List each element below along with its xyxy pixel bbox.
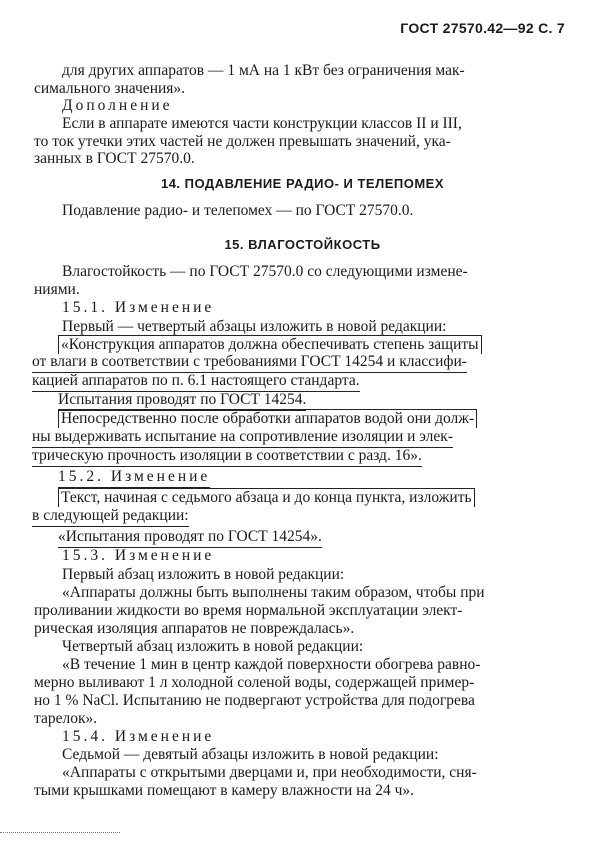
change-label: 15.3. Изменение (62, 547, 215, 564)
change-label: 15.1. Изменение (62, 299, 215, 316)
text-line: но 1 % NaCl. Испытанию не подвергают устройства для подогрева (34, 692, 475, 709)
amended-text-line: от влаги в соответствии с требованиями ГОСТ 14254 и классифи- (32, 353, 467, 373)
section-heading-15: 15. ВЛАГОСТОЙКОСТЬ (224, 237, 381, 252)
amended-text-line: кацией аппаратов по п. 6.1 настоящего стандарта. (32, 372, 360, 392)
amended-text-line: Текст, начиная с седьмого абзаца и до конца пункта, изложить (58, 488, 475, 507)
amended-text-line: Испытания проводят по ГОСТ 14254. (58, 391, 306, 411)
text-line: проливании жидкости во время нормальной эксплуатации элект- (34, 602, 463, 619)
text-line: ниями. (34, 281, 80, 298)
change-label: 15.4. Изменение (62, 728, 215, 745)
amended-text-line: Непосредственно после обработки аппаратов водой они долж- (58, 409, 477, 428)
amended-text-line: в следующей редакции: (32, 507, 189, 527)
text-line: симального значения». (34, 80, 186, 97)
text-line: Первый абзац изложить в новой редакции: (62, 566, 345, 583)
standard-number: ГОСТ 27570.42—92 (400, 20, 534, 36)
page-header (400, 20, 565, 36)
text-line: то ток утечки этих частей не должен превышать значений, ука- (34, 133, 451, 150)
text-line: тарелок». (34, 710, 98, 727)
change-label: 15.2. Изменение (58, 468, 210, 488)
scan-artifact (0, 832, 120, 833)
text-line: тыми крышками помещают в камеру влажности на 24 ч». (34, 782, 414, 799)
amended-text-line: «Конструкция аппаратов должна обеспечивать степень защиты (58, 335, 482, 354)
text-line: рическая изоляция аппаратов не повреждалась». (34, 620, 355, 637)
amended-text-line: ны выдерживать испытание на сопротивление изоляции и элек- (32, 428, 453, 448)
amended-text-line: «Испытания проводят по ГОСТ 14254». (58, 528, 322, 548)
text-line: занных в ГОСТ 27570.0. (34, 150, 195, 167)
supplement-label: Дополнение (62, 97, 173, 114)
text-line: «Аппараты с открытыми дверцами и, при необходимости, сня- (62, 764, 477, 781)
text-line: мерно выливают 1 л холодной соленой воды, содержащей пример- (34, 674, 475, 691)
text-line: Влагостойкость — по ГОСТ 27570.0 со следующими измене- (62, 263, 468, 280)
section-heading-14: 14. ПОДАВЛЕНИЕ РАДИО- И ТЕЛЕПОМЕХ (160, 176, 445, 191)
text-line: «Аппараты должны быть выполнены таким образом, чтобы при (62, 584, 485, 601)
text-line: Если в аппарате имеются части конструкции классов II и III, (62, 115, 462, 132)
text-line: Четвертый абзац изложить в новой редакции: (62, 638, 364, 655)
text-line: для других аппаратов — 1 мА на 1 кВт без ограничения мак- (62, 62, 465, 79)
text-line: Подавление радио- и телепомех — по ГОСТ 27570.0. (62, 202, 414, 219)
text-line: Первый — четвертый абзацы изложить в новой редакции: (62, 318, 447, 335)
amended-text-line: трическую прочность изоляции в соответствии с разд. 16». (32, 447, 422, 467)
text-line: Седьмой — девятый абзацы изложить в новой редакции: (62, 746, 439, 763)
text-line: «В течение 1 мин в центр каждой поверхности обогрева равно- (62, 656, 481, 673)
page-number: С. 7 (538, 20, 565, 36)
